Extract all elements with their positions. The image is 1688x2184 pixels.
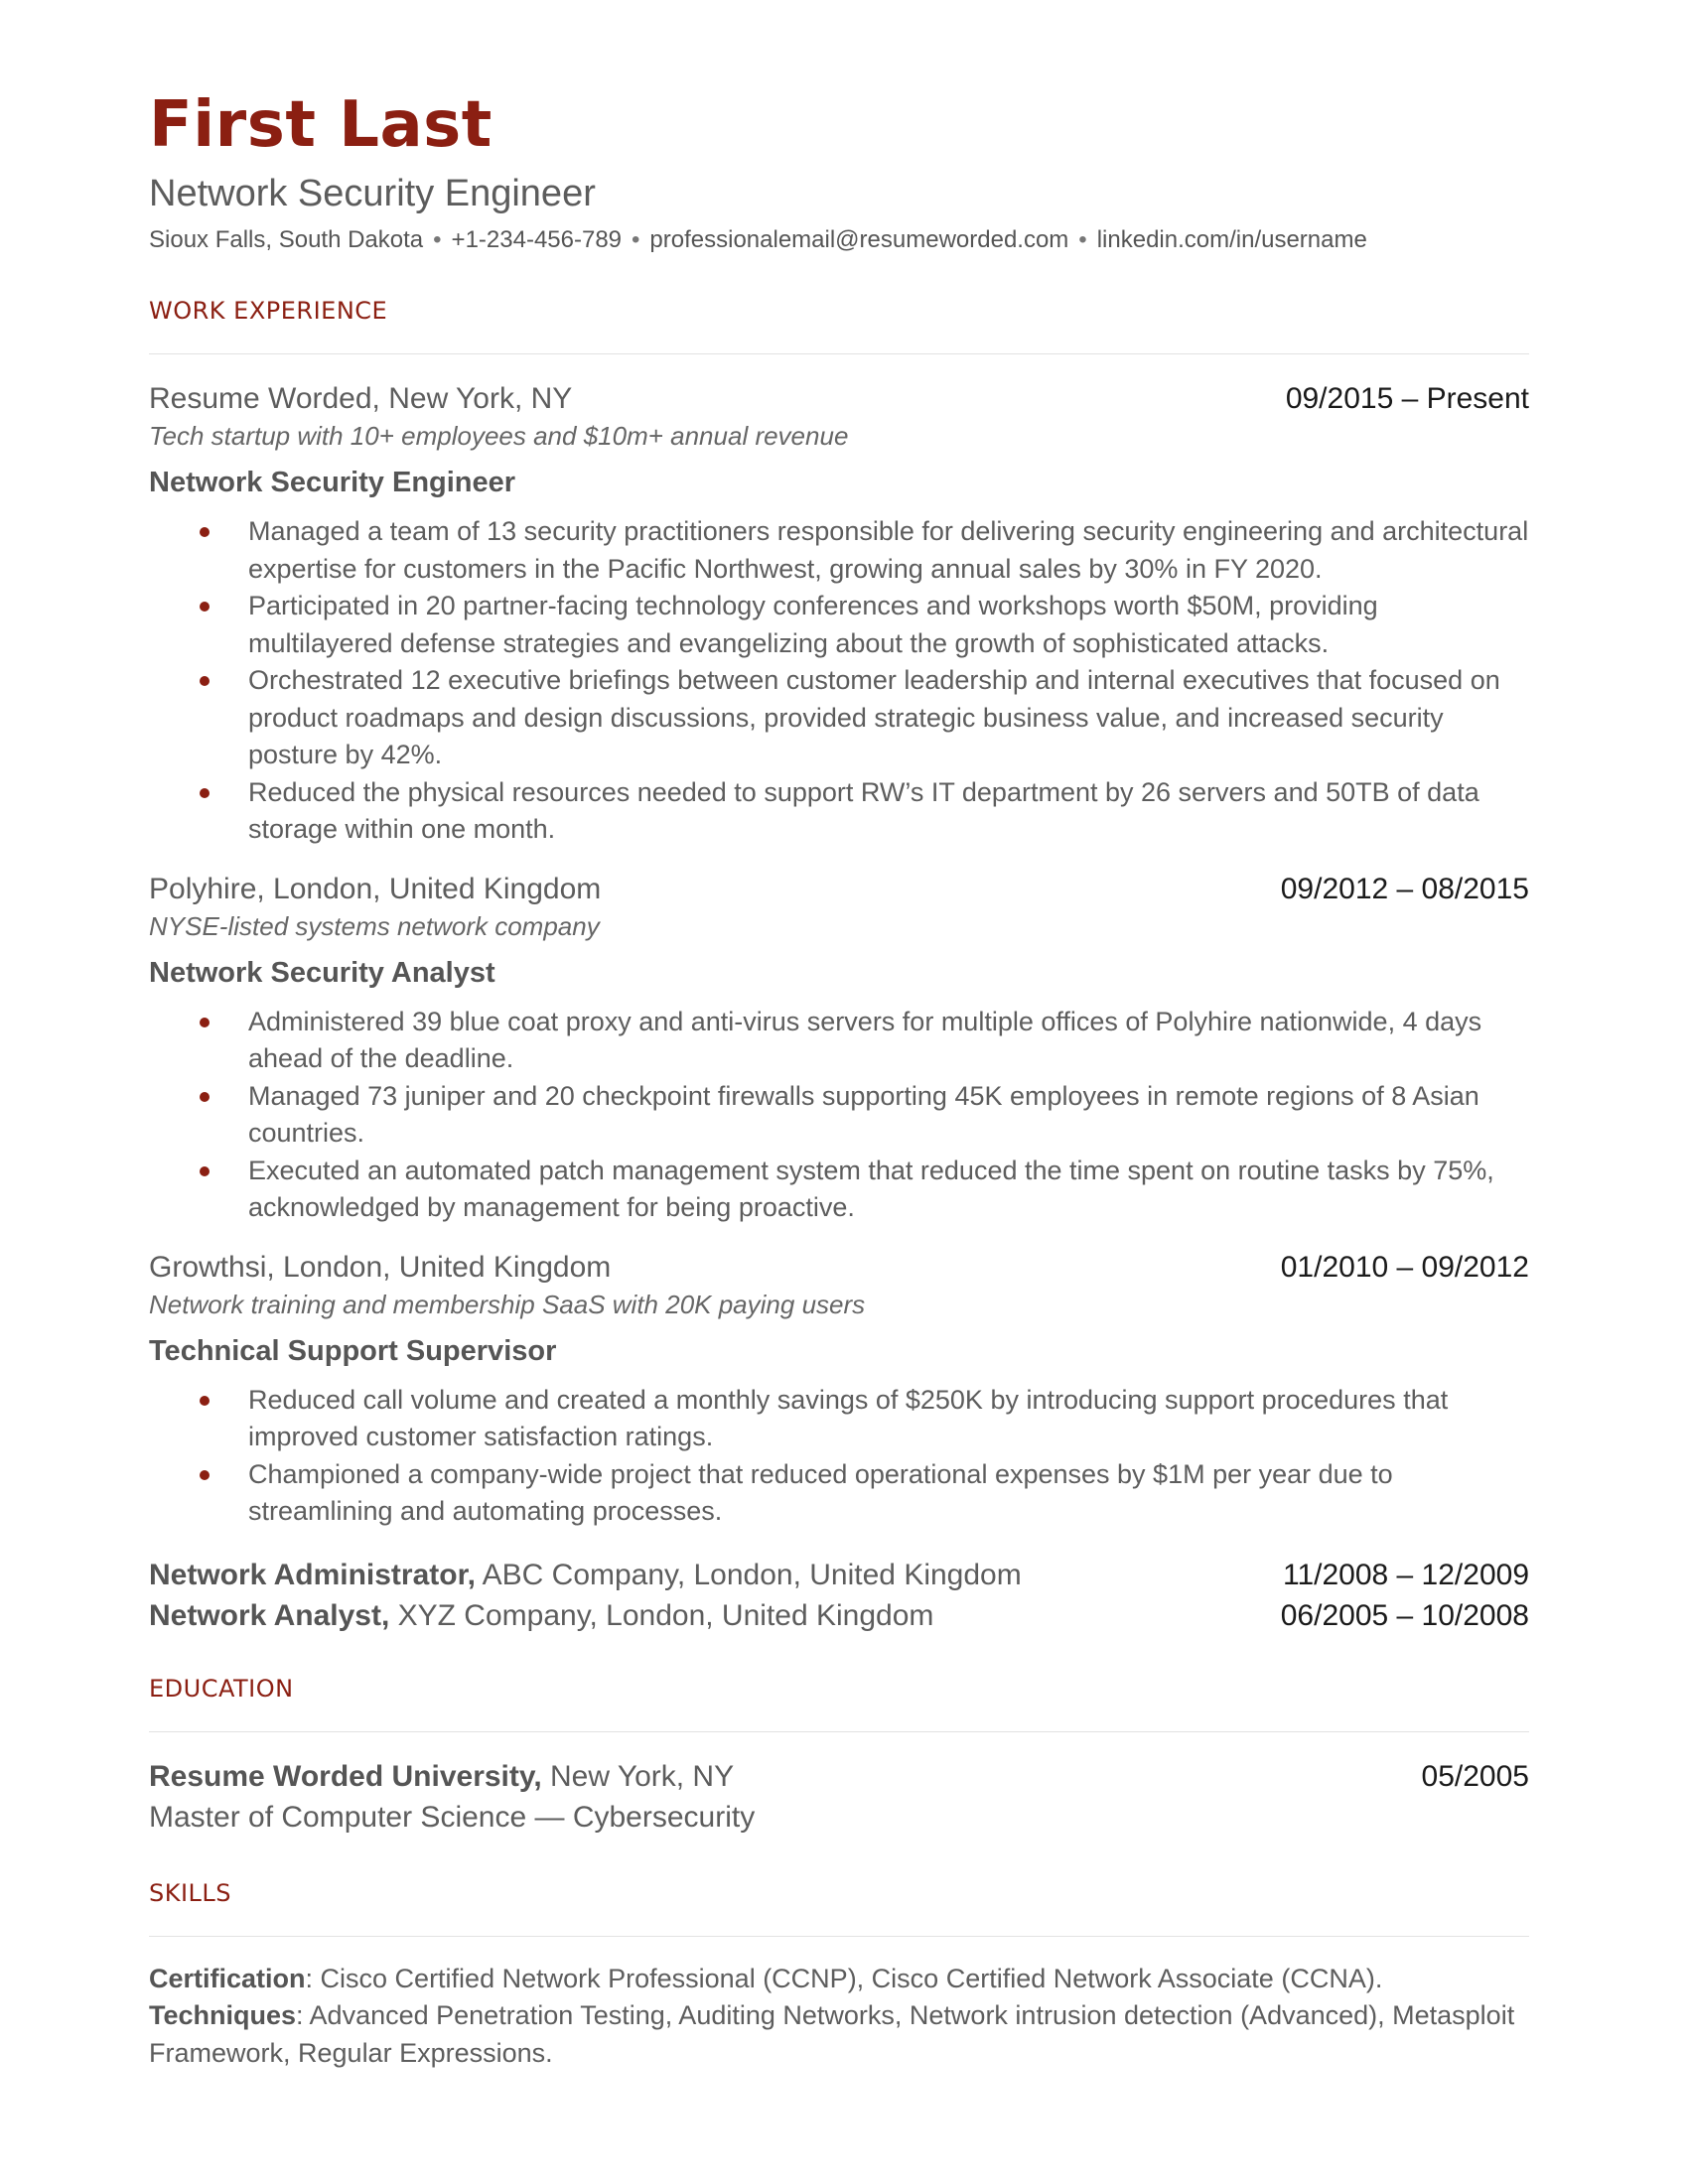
job-header: [149, 1249, 1529, 1287]
section-title-work: WORK EXPERIENCE: [149, 297, 388, 325]
skill-text: : Advanced Penetration Testing, Auditing Networks, Network intrusion detection (Advanced), Metasploit Framework, Regular Expressions.: [149, 2000, 1515, 2068]
section-title-skills: SKILLS: [149, 1878, 232, 1907]
job-dates: 09/2012 – 08/2015: [1280, 872, 1529, 905]
bullet-item: Reduced the physical resources needed to support RW’s IT department by 26 servers and 50TB of data storage within one month.: [248, 774, 1529, 849]
skill-text: : Cisco Certified Network Professional (CCNP), Cisco Certified Network Associate (CCNA).: [305, 1963, 1383, 1993]
skills-list: [149, 1961, 1529, 2073]
job-company: Polyhire, London, United Kingdom: [149, 872, 602, 905]
contact-line: [149, 224, 1529, 256]
earlier-role-company: ABC Company, London, United Kingdom: [475, 1558, 1022, 1591]
contact-separator: •: [632, 226, 640, 253]
candidate-title: Network Security Engineer: [149, 173, 596, 214]
job-dates: 01/2010 – 09/2012: [1280, 1250, 1529, 1284]
education-section: [149, 1674, 1529, 1839]
bullet-item: Participated in 20 partner-facing technology conferences and workshops worth $50M, providing multilayered defense strategies and evangelizing about the growth of sophisticated attacks.: [248, 588, 1529, 662]
earlier-role-title: Network Analyst,: [149, 1598, 390, 1632]
job-company: Growthsi, London, United Kingdom: [149, 1250, 612, 1284]
bullet-item: Managed a team of 13 security practitioners responsible for delivering security engineering and architectural expertise for customers in the Pacific Northwest, growing annual sales by 30% in FY 2020.: [248, 513, 1529, 588]
education-date: 05/2005: [1421, 1759, 1529, 1793]
contact-separator: •: [433, 226, 442, 253]
job-company: Resume Worded, New York, NY: [149, 382, 573, 415]
contact-email[interactable]: professionalemail@resumeworded.com: [649, 226, 1069, 253]
education-entry: [149, 1756, 1529, 1839]
bullet-item: Managed 73 juniper and 20 checkpoint firewalls supporting 45K employees in remote regions of 8 Asian countries.: [248, 1078, 1529, 1153]
job-header: [149, 871, 1529, 908]
bullet-item: Executed an automated patch management system that reduced the time spent on routine tasks by 75%, acknowledged by management for being proactive.: [248, 1153, 1529, 1227]
job-dates: 09/2015 – Present: [1285, 382, 1529, 415]
section-divider: [149, 1936, 1529, 1937]
earlier-role-dates: 11/2008 – 12/2009: [1282, 1558, 1529, 1591]
company-description: NYSE-listed systems network company: [149, 910, 600, 941]
contact-phone: +1-234-456-789: [451, 226, 623, 253]
contact-linkedin[interactable]: linkedin.com/in/username: [1096, 226, 1367, 253]
company-description: Network training and membership SaaS with 20K paying users: [149, 1289, 866, 1319]
education-location: New York, NY: [541, 1759, 735, 1793]
earlier-role-dates: 06/2005 – 10/2008: [1280, 1598, 1529, 1632]
job-bullets: [149, 1382, 1529, 1531]
bullet-item: Administered 39 blue coat proxy and anti-virus servers for multiple offices of Polyhire nationwide, 4 days ahead of the deadline.: [248, 1004, 1529, 1078]
skill-label: Certification: [149, 1963, 306, 1993]
education-header: [149, 1756, 1529, 1797]
education-school: Resume Worded University,: [149, 1759, 542, 1793]
job-entry: [149, 1249, 1529, 1531]
skill-line: [149, 1961, 1529, 1998]
section-divider: [149, 1731, 1529, 1732]
contact-separator: •: [1078, 226, 1087, 253]
job-header: [149, 380, 1529, 418]
earlier-role-company: XYZ Company, London, United Kingdom: [389, 1598, 934, 1632]
contact-location: Sioux Falls, South Dakota: [149, 226, 424, 253]
section-divider: [149, 353, 1529, 354]
job-bullets: [149, 513, 1529, 849]
job-bullets: [149, 1004, 1529, 1227]
bullet-item: Championed a company-wide project that reduced operational expenses by $1M per year due to streamlining and automating processes.: [248, 1456, 1529, 1531]
skill-label: Techniques: [149, 2000, 297, 2030]
bullet-item: Reduced call volume and created a monthly savings of $250K by introducing support procedures that improved customer satisfaction ratings.: [248, 1382, 1529, 1456]
education-degree: Master of Computer Science — Cybersecurity: [149, 1800, 756, 1834]
job-entry: [149, 871, 1529, 1227]
section-title-education: EDUCATION: [149, 1674, 294, 1703]
company-description: Tech startup with 10+ employees and $10m+ annual revenue: [149, 421, 849, 451]
skill-line: [149, 1997, 1529, 2072]
job-role: Network Security Analyst: [149, 956, 495, 989]
work-experience-section: [149, 296, 1529, 1636]
earlier-roles: [149, 1555, 1529, 1636]
bullet-item: Orchestrated 12 executive briefings between customer leadership and internal executives that focused on product roadmaps and design discussions, provided strategic business value, and increased security posture by 42%.: [248, 662, 1529, 774]
job-role: Technical Support Supervisor: [149, 1334, 557, 1367]
earlier-role-row: [149, 1555, 1529, 1595]
earlier-role-row: [149, 1595, 1529, 1636]
job-entry: [149, 380, 1529, 849]
earlier-role-title: Network Administrator,: [149, 1558, 476, 1591]
skills-section: [149, 1878, 1529, 2073]
candidate-name: First Last: [149, 88, 492, 162]
job-role: Network Security Engineer: [149, 467, 516, 498]
